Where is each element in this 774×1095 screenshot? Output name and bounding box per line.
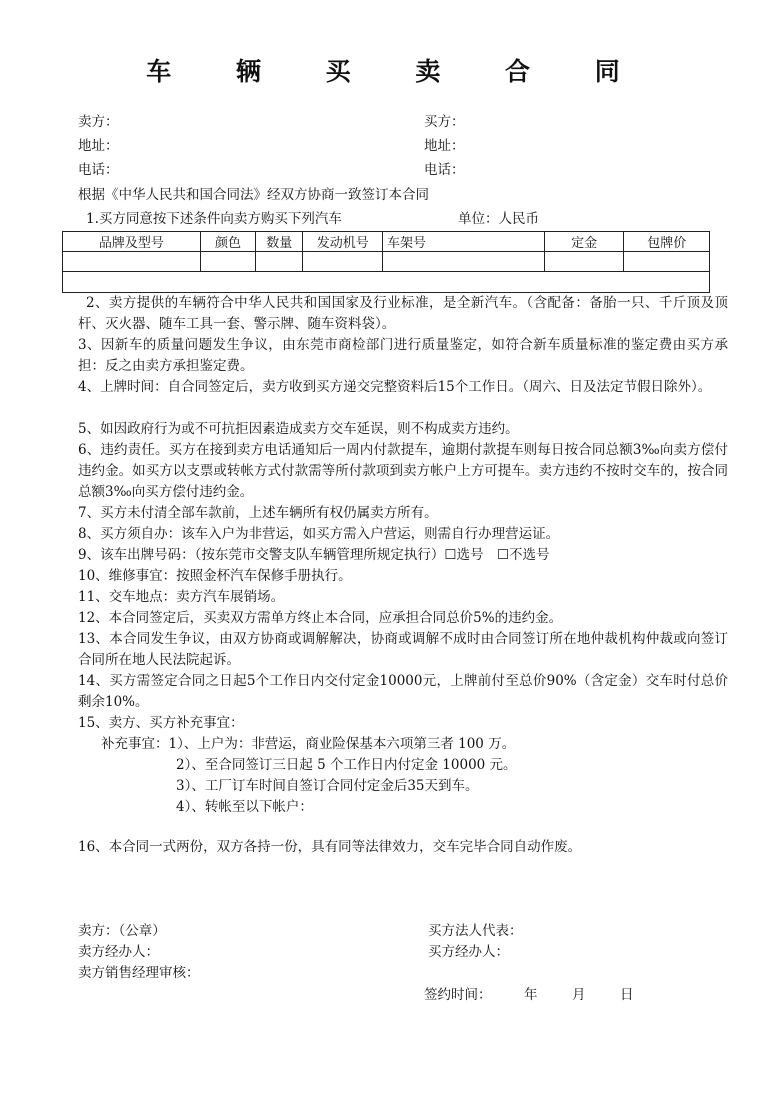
table-row xyxy=(63,272,710,293)
goods-table xyxy=(62,231,710,293)
document-title: 车 辆 买 卖 合 同 xyxy=(146,57,648,86)
header-engine-no: 发动机号 xyxy=(303,232,382,252)
clause-3: 3、因新车的质量问题发生争议，由东莞市商检部门进行质量鉴定，如符合新车质量标准的鉴定费由买方承担：反之由卖方承担鉴定费。 xyxy=(78,337,728,374)
seller-agent-label: 卖方经办人： xyxy=(78,944,159,960)
table-cell xyxy=(200,252,255,272)
seller-manager-label: 卖方销售经理审核： xyxy=(78,965,200,981)
sign-year-label: 年 xyxy=(524,987,538,1003)
table-cell xyxy=(256,252,303,272)
table-cell xyxy=(382,252,544,272)
clause-12: 12、本合同签定后，买卖双方需单方终止本合同，应承担合同总价5%的违约金。 xyxy=(78,610,563,626)
clause-8: 8、买方须自办：该车入户为非营运，如买方需入户营运，则需自行办理营运证。 xyxy=(78,526,560,542)
header-frame-no: 车架号 xyxy=(382,232,544,252)
buyer-phone-label: 电话： xyxy=(424,162,465,178)
table-row xyxy=(63,252,710,272)
clause-13: 13、本合同发生争议，由双方协商或调解解决，协商或调解不成时由合同签订所在地仲裁机构仲裁或向签订合同所在地人民法院起诉。 xyxy=(78,631,728,668)
currency-unit: 单位：人民币 xyxy=(458,211,539,227)
clause-10: 10、维修事宜：按照金杯汽车保修手册执行。 xyxy=(78,568,352,584)
supplement-item-3: 3）、工厂订车时间自签订合同付定金后35天到车。 xyxy=(176,778,479,794)
table-header-row xyxy=(63,232,710,252)
header-quantity: 数量 xyxy=(256,232,303,252)
clause-11: 11、交车地点：卖方汽车展销场。 xyxy=(78,589,285,605)
table-cell xyxy=(303,252,382,272)
supplement-item-2: 2）、至合同签订三日起 5 个工作日内付定金 10000 元。 xyxy=(176,757,517,773)
seller-phone-label: 电话： xyxy=(78,162,119,178)
clause-1: 1.买方同意按下述条件向卖方购买下列汽车 xyxy=(86,211,342,227)
table-cell xyxy=(624,252,710,272)
seller-seal-label: 卖方：（公章） xyxy=(78,923,166,939)
intro-text: 根据《中华人民共和国合同法》经双方协商一致签订本合同 xyxy=(78,187,429,203)
buyer-label: 买方： xyxy=(424,114,465,130)
header-brand-model: 品牌及型号 xyxy=(63,232,201,252)
table-cell xyxy=(544,252,623,272)
clause-2: 2、卖方提供的车辆符合中华人民共和国国家及行业标准，是全新汽车。（含配备：备胎一只、千斤顶及顶杆、灭火器、随车工具一套、警示牌、随车资料袋）。 xyxy=(78,295,728,332)
sign-day-label: 日 xyxy=(620,987,634,1003)
clause-4: 4、上牌时间：自合同签定后，卖方收到买方递交完整资料后15个工作日。（周六、日及法定节假日除外）。 xyxy=(78,379,712,395)
sign-time-label: 签约时间： xyxy=(424,987,492,1003)
clause-15: 15、卖方、买方补充事宜： xyxy=(78,715,244,731)
seller-address-label: 地址： xyxy=(78,138,119,154)
header-license-price: 包牌价 xyxy=(624,232,710,252)
clause-14: 14、买方需签定合同之日起5个工作日内交付定金10000元，上牌前付至总价90%（含定金）交车时付总价剩余10%。 xyxy=(78,673,728,710)
header-color: 颜色 xyxy=(200,232,255,252)
clause-5: 5、如因政府行为或不可抗拒因素造成卖方交车延误，则不构成卖方违约。 xyxy=(78,421,519,437)
clause-9: 9、该车出牌号码：（按东莞市交警支队车辆管理所规定执行）☐选号 ☐不选号 xyxy=(78,547,550,563)
clause-16: 16、本合同一式两份，双方各持一份，具有同等法律效力，交车完毕合同自动作废。 xyxy=(78,839,582,855)
supplement-item-1: 补充事宜：1）、上户为：非营运，商业险保基本六项第三者 100 万。 xyxy=(101,736,516,752)
header-deposit: 定金 xyxy=(544,232,623,252)
supplement-item-4: 4）、转帐至以下帐户： xyxy=(176,799,313,815)
table-cell xyxy=(63,272,710,293)
buyer-agent-label: 买方经办人： xyxy=(428,944,509,960)
buyer-address-label: 地址： xyxy=(424,138,465,154)
clause-6: 6、违约责任。买方在接到卖方电话通知后一周内付款提车，逾期付款提车则每日按合同总额3‰向卖方偿付违约金。如买方以支票或转帐方式付款需等所付款项到卖方帐户上方可提车。卖方违约不按时交车的，按合同总额3‰向买方偿付违约金。 xyxy=(78,442,728,500)
clause-7: 7、买方未付清全部车款前，上述车辆所有权仍属卖方所有。 xyxy=(78,505,438,521)
seller-label: 卖方： xyxy=(78,114,119,130)
buyer-rep-label: 买方法人代表： xyxy=(428,923,523,939)
sign-month-label: 月 xyxy=(572,987,586,1003)
table-cell xyxy=(63,252,201,272)
